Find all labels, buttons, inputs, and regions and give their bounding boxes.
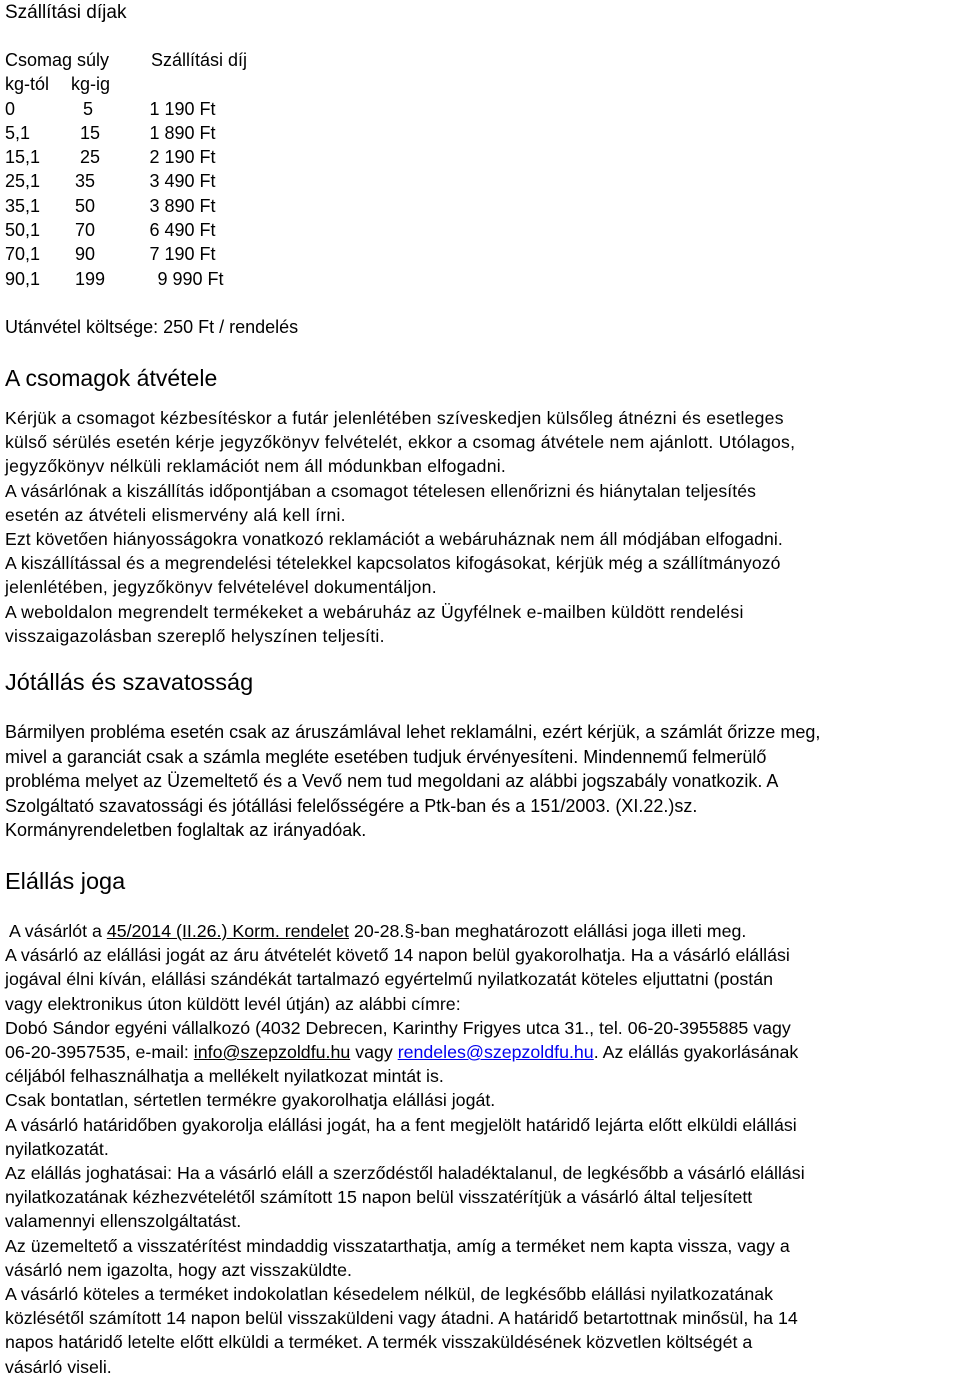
weight-to: 35 bbox=[74, 171, 96, 192]
email-link-orders[interactable]: rendeles@szepzoldfu.hu bbox=[397, 1041, 594, 1062]
text-line bbox=[5, 1040, 955, 1064]
text-line: Dobó Sándor egyéni vállalkozó (4032 Debrecen, Karinthy Frigyes utca 31., tel. 06-20-3955885 vagy bbox=[5, 1017, 791, 1038]
header-weight: Csomag súly bbox=[5, 50, 110, 70]
receipt-paragraph bbox=[5, 406, 955, 648]
cod-fee-note: Utánvétel költsége: 250 Ft / rendelés bbox=[5, 316, 299, 337]
text-line: nyilatkozatát. bbox=[5, 1138, 109, 1159]
text-line: nyilatkozatának kézhezvételétől számított 15 napon belül visszatérítjük a vásárló által teljesített bbox=[5, 1187, 753, 1208]
text-line: vásárló viseli. bbox=[5, 1356, 112, 1377]
shipping-fee: 3 890 Ft bbox=[149, 195, 216, 216]
table-row bbox=[5, 97, 955, 121]
text-line: A vásárló határidőben gyakorolja elállási jogát, ha a fent megjelölt határidő lejárta előtt elküldi elállási bbox=[5, 1114, 797, 1135]
text-line: A vásárlónak a kiszállítás időpontjában a csomagot tételesen ellenőrizni és hiánytalan teljesítés bbox=[5, 480, 757, 501]
table-row bbox=[5, 194, 955, 218]
text-line: közlésétől számított 14 napon belül visszaküldeni vagy átadni. A határidő betartottnak minősül, ha 14 bbox=[5, 1308, 798, 1329]
shipping-fee: 6 490 Ft bbox=[149, 220, 216, 241]
table-row bbox=[5, 242, 955, 266]
weight-to: 5 bbox=[82, 98, 93, 119]
table-subheader-row bbox=[5, 72, 955, 96]
weight-to: 90 bbox=[74, 244, 96, 265]
weight-from: 90,1 bbox=[5, 268, 41, 289]
weight-from: 70,1 bbox=[5, 244, 41, 265]
weight-from: 35,1 bbox=[5, 195, 41, 216]
shipping-fee: 7 190 Ft bbox=[149, 244, 216, 265]
warranty-paragraph bbox=[5, 720, 955, 843]
text-line: vásárló nem igazolta, hogy azt visszaküldte. bbox=[5, 1259, 352, 1280]
text-line: Csak bontatlan, sértetlen termékre gyakorolhatja elállási jogát. bbox=[5, 1090, 496, 1111]
table-row bbox=[5, 145, 955, 169]
contact-text-mid: vagy bbox=[350, 1041, 398, 1062]
text-line: vagy elektronikus úton küldött levél útján) az alábbi címre: bbox=[5, 993, 461, 1014]
text-line: Az elállás joghatásai: Ha a vásárló eláll a szerződéstől haladéktalanul, de legkésőbb a vásárló elállási bbox=[5, 1163, 805, 1183]
text-line: probléma melyet az Üzemeltető és a Vevő nem tud megoldani az alábbi jogszabály vonatkozik. A bbox=[5, 771, 779, 792]
text-line: visszaigazolásban szereplő helyszínen teljesíti. bbox=[5, 625, 385, 646]
text-line: esetén az átvételi elismervény alá kell írni. bbox=[5, 504, 346, 525]
text-line: Az üzemeltető a visszatérítést mindaddig visszatarthatja, amíg a terméket nem kapta vissza, vagy a bbox=[5, 1235, 790, 1256]
shipping-fee: 1 890 Ft bbox=[149, 122, 216, 143]
text-line: céljából felhasználhatja a mellékelt nyilatkozat mintát is. bbox=[5, 1066, 444, 1087]
table-row bbox=[5, 121, 955, 145]
weight-from: 25,1 bbox=[5, 171, 41, 192]
text-line: külső sérülés esetén kérje jegyzőkönyv felvételét, ekkor a csomag átvétele nem ajánlott. Utólagos, bbox=[5, 432, 796, 453]
shipping-fee-table bbox=[5, 48, 955, 291]
text-line: A kiszállítással és a megrendelési tételekkel kapcsolatos kifogásokat, kérjük még a szállítmányozó bbox=[5, 553, 781, 574]
shipping-fee: 9 990 Ft bbox=[157, 268, 224, 289]
weight-to: 70 bbox=[74, 220, 96, 241]
header-from: kg-tól bbox=[5, 74, 50, 95]
text-line: Ezt követően hiányosságokra vonatkozó reklamációt a webáruháznak nem áll módjában elfogadni. bbox=[5, 528, 783, 549]
table-row bbox=[5, 218, 955, 242]
text-line: A vásárló az elállási jogát az áru átvételét követő 14 napon belül gyakorolhatja. Ha a vásárló elállási bbox=[5, 945, 790, 966]
withdrawal-paragraph bbox=[5, 919, 955, 1379]
weight-to: 25 bbox=[79, 147, 101, 168]
text-line: Kérjük a csomagot kézbesítéskor a futár jelenlétében szíveskedjen külsőleg átnézni és esetleges bbox=[5, 407, 784, 428]
text-line: A weboldalon megrendelt termékeket a webáruház az Ügyfélnek e-mailben küldött rendelési bbox=[5, 601, 744, 622]
shipping-title: Szállítási díjak bbox=[5, 2, 127, 23]
withdrawal-heading: Elállás joga bbox=[5, 867, 126, 894]
text-line: Szolgáltató szavatossági és jótállási felelősségére a Ptk-ban és a 151/2003. (XI.22.)sz. bbox=[5, 795, 698, 816]
text-line: Kormányrendeletben foglaltak az irányadóak. bbox=[5, 820, 367, 841]
contact-text-end: . Az elállás gyakorlásának bbox=[593, 1041, 799, 1062]
document-page bbox=[5, 0, 955, 1379]
text-line: jegyzőkönyv nélküli reklamációt nem áll módunkban elfogadni. bbox=[5, 456, 507, 477]
warranty-heading: Jótállás és szavatosság bbox=[5, 669, 254, 695]
contact-text: 06-20-3957535, e-mail: bbox=[5, 1041, 194, 1062]
shipping-fee: 3 490 Ft bbox=[149, 171, 216, 192]
shipping-fee: 1 190 Ft bbox=[149, 98, 216, 119]
email-link-info[interactable]: info@szepzoldfu.hu bbox=[193, 1041, 351, 1062]
shipping-fee: 2 190 Ft bbox=[149, 147, 216, 168]
receipt-heading: A csomagok átvétele bbox=[5, 364, 218, 391]
intro-text-end: 20-28.§-ban meghatározott elállási joga illeti meg. bbox=[348, 920, 747, 941]
weight-to: 199 bbox=[74, 268, 106, 289]
weight-from: 5,1 bbox=[5, 122, 31, 143]
decree-link[interactable]: 45/2014 (II.26.) Korm. rendelet bbox=[106, 920, 349, 941]
text-line: mivel a garanciát csak a számla megléte esetében tudjuk érvényesíteni. Mindennemű felmerülő bbox=[5, 746, 767, 767]
table-row bbox=[5, 267, 955, 291]
text-line bbox=[5, 919, 955, 943]
header-fee: Szállítási díj bbox=[151, 50, 248, 70]
header-to: kg-ig bbox=[71, 74, 111, 95]
text-line: napos határidő letelte előtt elküldi a terméket. A termék visszaküldésének közvetlen költségét a bbox=[5, 1332, 753, 1353]
weight-from: 15,1 bbox=[5, 147, 41, 168]
intro-text: A vásárlót a bbox=[5, 920, 107, 941]
text-line: valamennyi ellenszolgáltatást. bbox=[5, 1211, 242, 1232]
weight-to: 15 bbox=[79, 122, 101, 143]
weight-to: 50 bbox=[74, 195, 96, 216]
weight-from: 50,1 bbox=[5, 220, 41, 241]
text-line: jelenlétében, jegyzőkönyv felvételével dokumentáljon. bbox=[5, 577, 437, 598]
text-line: jogával élni kíván, elállási szándékát tartalmazó egyértelmű nyilatkozatát köteles eljuttatni (postán bbox=[5, 969, 773, 990]
table-header-row bbox=[5, 48, 955, 72]
text-line: A vásárló köteles a terméket indokolatlan késedelem nélkül, de legkésőbb elállási nyilatkozatának bbox=[5, 1284, 774, 1305]
weight-from: 0 bbox=[5, 98, 16, 119]
text-line: Bármilyen probléma esetén csak az áruszámlával lehet reklamálni, ezért kérjük, a számlát őrizze meg, bbox=[5, 722, 821, 742]
table-row bbox=[5, 169, 955, 193]
